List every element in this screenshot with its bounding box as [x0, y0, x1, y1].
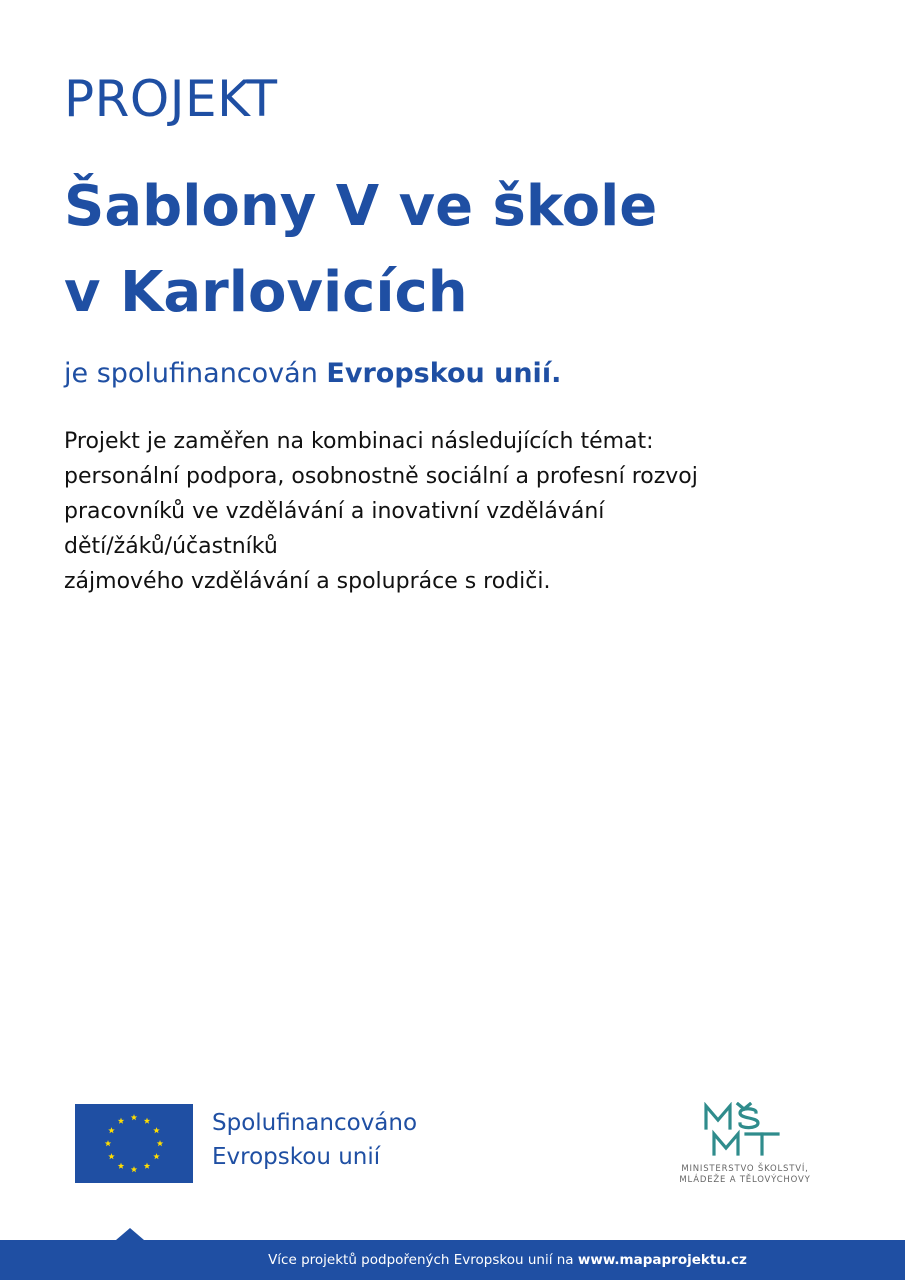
eu-star-icon [131, 1166, 137, 1172]
msmt-label-line-2: MLÁDEŽE A TĚLOVÝCHOVY [679, 1175, 811, 1185]
eu-star-icon [153, 1127, 159, 1133]
cofinancing-prefix: je spolufinancován [64, 358, 327, 389]
cofinancing-statement [64, 358, 561, 389]
project-kicker: PROJEKT [64, 70, 278, 128]
eu-cofinancing-label [212, 1106, 417, 1174]
msmt-logo-icon [700, 1102, 790, 1158]
description-line-4: dětí/žáků/účastníků [64, 534, 278, 559]
msmt-label [640, 1164, 850, 1186]
eu-star-icon [108, 1127, 114, 1133]
footer-link[interactable]: www.mapaprojektu.cz [577, 1252, 747, 1268]
eu-star-icon [157, 1140, 163, 1146]
footer-text [158, 1240, 747, 1280]
msmt-label-line-1: MINISTERSTVO ŠKOLSTVÍ, [681, 1164, 809, 1174]
eu-star-icon [144, 1118, 150, 1124]
eu-label-line-1: Spolufinancováno [212, 1110, 418, 1136]
eu-star-icon [144, 1163, 150, 1169]
eu-flag-icon [75, 1104, 193, 1183]
footer-tab-marker [116, 1228, 144, 1240]
title-line-2: v Karlovicích [64, 260, 468, 325]
eu-star-icon [153, 1153, 159, 1159]
eu-star-icon [118, 1118, 124, 1124]
eu-star-icon [105, 1140, 111, 1146]
eu-star-icon [108, 1153, 114, 1159]
project-description [64, 424, 698, 599]
eu-label-line-2: Evropskou unií [212, 1144, 381, 1170]
description-line-5: zájmového vzdělávání a spolupráce s rodiči. [64, 569, 551, 594]
title-line-1: Šablony V ve škole [64, 174, 658, 239]
description-line-2: personální podpora, osobnostně sociální a profesní rozvoj [64, 464, 698, 489]
description-line-1: Projekt je zaměřen na kombinaci následujících témat: [64, 429, 654, 454]
footer-bar [0, 1240, 905, 1280]
footer-prefix: Více projektů podpořených Evropskou unií na [268, 1252, 578, 1268]
eu-star-icon [131, 1114, 137, 1120]
cofinancing-emphasis: Evropskou unií. [326, 358, 562, 389]
project-title [64, 164, 657, 336]
eu-star-icon [118, 1163, 124, 1169]
description-line-3: pracovníků ve vzdělávání a inovativní vzdělávání [64, 499, 605, 524]
